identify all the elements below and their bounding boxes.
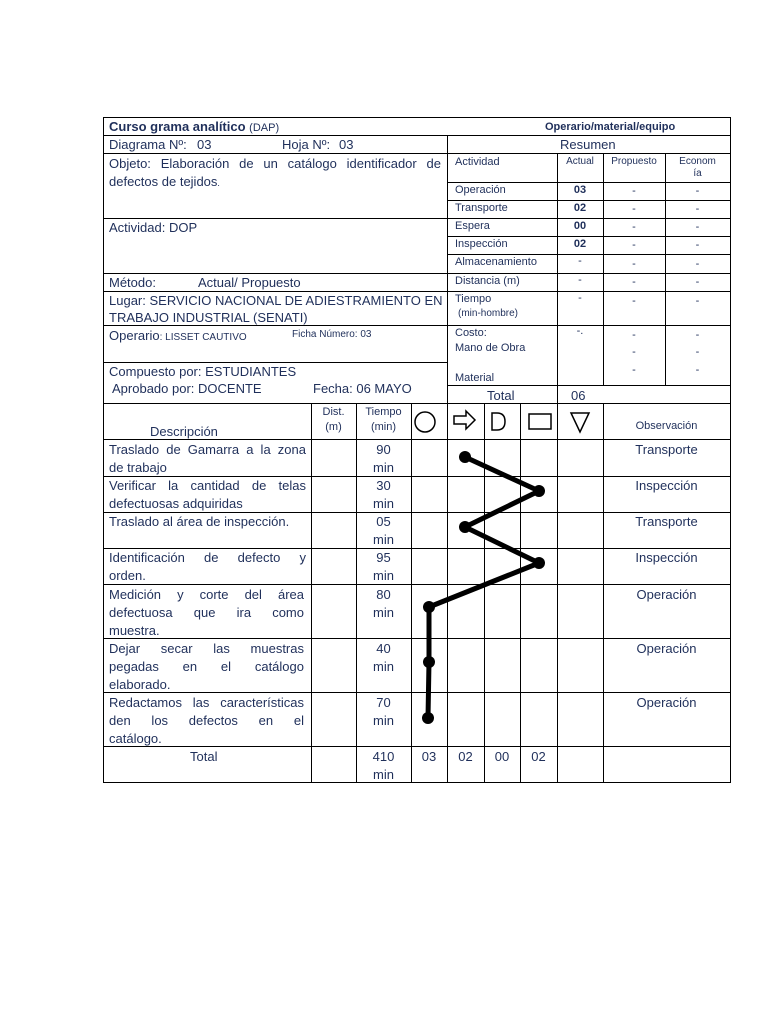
descripcion-header: Descripción (150, 424, 218, 439)
row-desc-line: catálogo. (109, 731, 162, 746)
summary-total-label: Total (487, 388, 515, 403)
tiempo-econ: - (695, 295, 700, 307)
summary-actual: 03 (573, 184, 587, 196)
flow-line (428, 457, 539, 718)
row-desc-line: pegadas en el catálogo (109, 659, 304, 674)
costo-propuesto: - (632, 364, 636, 376)
summary-propuesto: - (632, 203, 636, 215)
row-desc-line: orden. (109, 568, 146, 583)
tiempo-label-1: Tiempo (455, 293, 492, 305)
row-time-value: 70 (376, 695, 391, 710)
summary-header-econ-1: Econom (679, 156, 716, 167)
operario-value: : LISSET CAUTIVO (159, 332, 247, 343)
tiempo-header-2: (min) (370, 421, 397, 433)
tiempo-header-1: Tiempo (365, 406, 402, 418)
row-desc-line: Medición y corte del área (109, 587, 304, 602)
row-desc-line: Redactamos las características (109, 695, 304, 710)
row-observation: Transporte (635, 442, 698, 457)
row-desc-line: Dejar secar las muestras (109, 641, 304, 656)
mano-obra-label: Mano de Obra (455, 342, 526, 354)
row-observation: Operación (636, 695, 697, 710)
summary-header-actividad: Actividad (455, 156, 500, 168)
summary-econ: - (695, 185, 700, 197)
summary-actual: - (578, 255, 582, 267)
total-espera: 00 (494, 749, 510, 764)
objeto-line-2-text: defectos de tejidos (109, 174, 218, 189)
objeto-line-1: Objeto: Elaboración de un catálogo identificador de (109, 156, 441, 171)
flow-point (533, 485, 545, 497)
summary-econ: - (695, 258, 700, 270)
metodo-label: Método: (109, 275, 156, 290)
summary-propuesto: - (632, 221, 636, 233)
row-time-value: 30 (376, 478, 391, 493)
summary-econ: - (695, 221, 700, 233)
diagrama-value: 03 (197, 137, 212, 152)
lugar-line-1: Lugar: SERVICIO NACIONAL DE ADIESTRAMIENTO EN (109, 293, 443, 308)
summary-econ: - (695, 203, 700, 215)
costo-propuesto: - (632, 346, 636, 358)
row-observation: Inspección (635, 478, 698, 493)
row-time-value: 90 (376, 442, 391, 457)
row-desc-line: den los defectos en el (109, 713, 304, 728)
flow-point (423, 601, 435, 613)
summary-label: Transporte (455, 202, 508, 214)
row-desc-line: Identificación de defecto y (109, 550, 306, 565)
flow-point (459, 521, 471, 533)
costo-econ: - (695, 364, 700, 376)
compuesto-por: Compuesto por: ESTUDIANTES (109, 364, 297, 379)
summary-header-econ-2: ía (693, 168, 702, 179)
row-time-unit: min (373, 713, 394, 728)
total-time-value: 410 (372, 749, 395, 764)
row-desc-line: Traslado al área de inspección. (109, 514, 290, 529)
row-desc-line: de trabajo (109, 460, 167, 475)
summary-propuesto: - (632, 276, 636, 288)
row-desc-line: Verificar la cantidad de telas (109, 478, 306, 493)
flow-point (423, 656, 435, 668)
costo-econ: - (695, 346, 700, 358)
total-transporte: 02 (458, 749, 473, 764)
costo-propuesto: - (632, 329, 636, 341)
aprobado-por: Aprobado por: DOCENTE (112, 381, 262, 396)
lugar-line-2: TRABAJO INDUSTRIAL (SENATI) (109, 310, 308, 325)
dist-header-2: (m) (325, 421, 342, 433)
row-desc-line: Traslado de Gamarra a la zona (109, 442, 306, 457)
row-time-unit: min (373, 496, 394, 511)
flow-point (533, 557, 545, 569)
fecha: Fecha: 06 MAYO (313, 381, 412, 396)
row-time-unit: min (373, 659, 394, 674)
row-time-value: 40 (376, 641, 391, 656)
diagrama-label: Diagrama Nº: (109, 137, 187, 152)
summary-header-propuesto: Propuesto (611, 156, 657, 167)
summary-propuesto: - (632, 258, 636, 270)
operario-label: Operario (109, 328, 160, 343)
actividad-text: Actividad: DOP (109, 220, 198, 235)
dist-header-1: Dist. (322, 406, 345, 418)
hoja-value: 03 (339, 137, 354, 152)
objeto-dot: . (217, 178, 220, 188)
summary-actual: 02 (573, 238, 587, 250)
summary-total-value: 06 (571, 388, 586, 403)
summary-label: Almacenamiento (455, 256, 537, 268)
flow-point (422, 712, 434, 724)
total-label: Total (190, 749, 218, 764)
summary-actual: 02 (573, 202, 587, 214)
costo-label: Costo: (455, 327, 487, 339)
summary-label: Inspección (455, 238, 508, 250)
summary-propuesto: - (632, 185, 636, 197)
summary-label: Operación (455, 184, 506, 196)
row-observation: Transporte (635, 514, 698, 529)
row-observation: Operación (636, 641, 697, 656)
row-time-value: 80 (376, 587, 391, 602)
summary-econ: - (695, 239, 700, 251)
chart-title-suffix: (DAP) (249, 122, 280, 134)
resumen-heading: Resumen (560, 137, 616, 152)
summary-actual: 00 (573, 220, 587, 232)
ficha-numero: Ficha Número: 03 (292, 329, 372, 340)
summary-propuesto: - (632, 239, 636, 251)
row-time-unit: min (373, 460, 394, 475)
material-label: Material (455, 372, 495, 384)
row-time-value: 95 (376, 550, 391, 565)
flow-point (459, 451, 471, 463)
tiempo-actual: - (578, 292, 582, 304)
observacion-header: Observación (635, 420, 698, 432)
row-time-unit: min (373, 568, 394, 583)
row-observation: Inspección (635, 550, 698, 565)
summary-econ: - (695, 276, 700, 288)
summary-header-actual: Actual (566, 156, 594, 167)
costo-econ: - (695, 329, 700, 341)
row-desc-line: defectuosa que ira como (109, 605, 304, 620)
row-desc-line: defectuosas adquiridas (109, 496, 243, 511)
metodo-value: Actual/ Propuesto (198, 275, 301, 290)
hoja-label: Hoja Nº: (282, 137, 331, 152)
tiempo-propuesto: - (632, 295, 636, 307)
row-desc-line: elaborado. (109, 677, 171, 692)
row-time-unit: min (373, 532, 394, 547)
costo-actual: -. (576, 325, 584, 337)
row-time-unit: min (373, 605, 394, 620)
summary-actual: - (578, 274, 582, 286)
row-desc-line: muestra. (109, 623, 160, 638)
total-time-unit: min (373, 767, 394, 782)
total-inspeccion: 02 (531, 749, 546, 764)
total-operacion: 03 (421, 749, 437, 764)
summary-label: Distancia (m) (455, 275, 520, 287)
row-observation: Operación (636, 587, 697, 602)
chart-title-text: Curso grama analítico (109, 119, 246, 134)
tiempo-label-2: (min-hombre) (458, 308, 519, 319)
header-right-title: Operario/material/equipo (545, 121, 676, 133)
row-time-value: 05 (376, 514, 391, 529)
summary-label: Espera (455, 220, 490, 232)
